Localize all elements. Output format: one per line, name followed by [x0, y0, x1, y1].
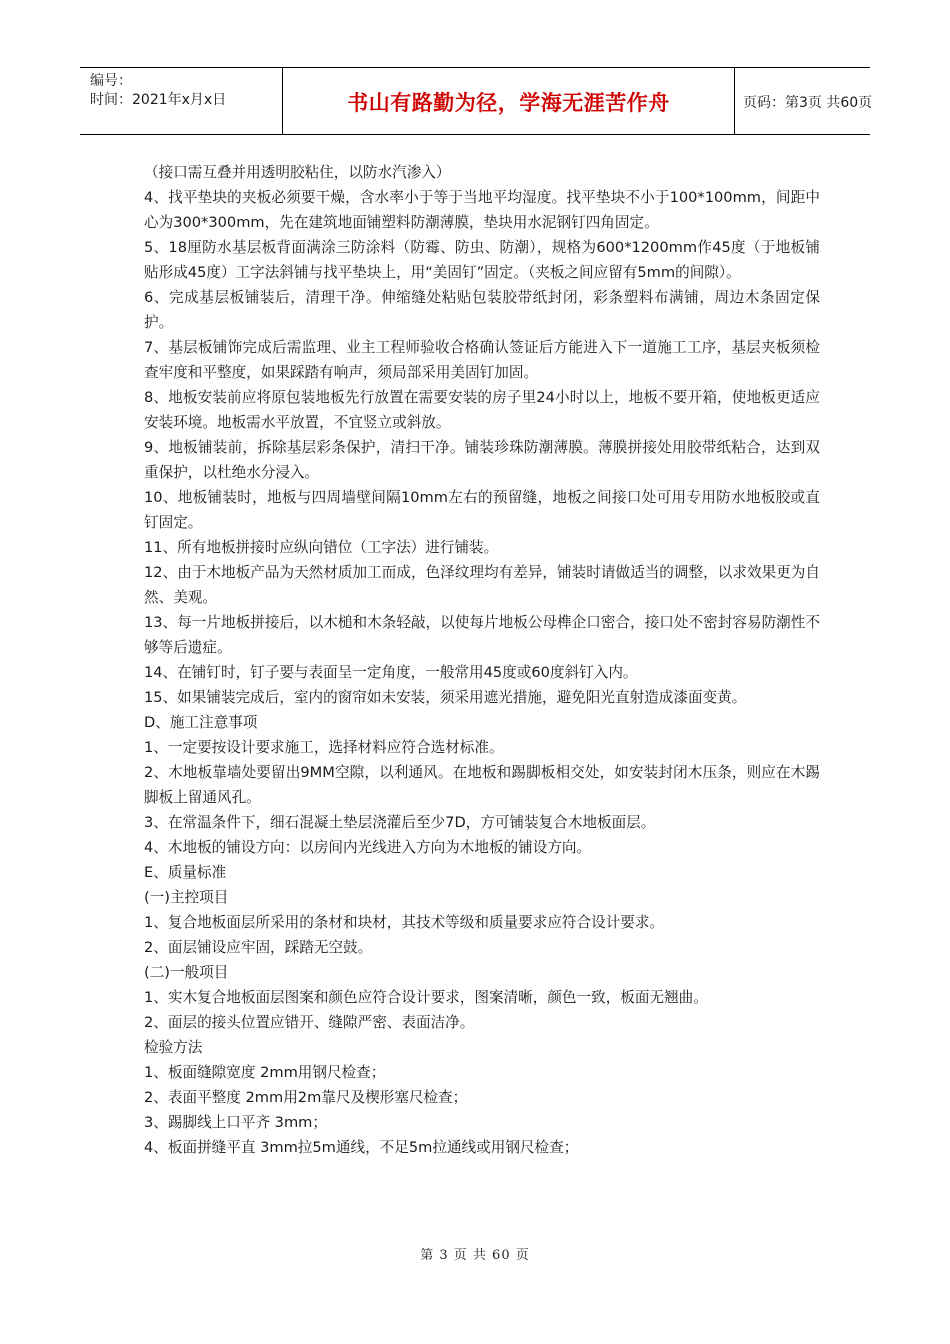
paragraph: 2、木地板靠墙处要留出9MM空隙，以利通风。在地板和踢脚板相交处，如安装封闭木压条，则应在木踢脚板上留通风孔。	[144, 764, 820, 806]
date-label: 时间：2021年x月x日	[90, 92, 227, 108]
paragraph: 11、所有地板拼接时应纵向错位（工字法）进行铺装。	[144, 539, 499, 556]
subsection-heading: 检验方法	[144, 1039, 203, 1056]
section-heading: E、质量标准	[144, 864, 227, 881]
paragraph: 8、地板安装前应将原包装地板先行放置在需要安装的房子里24小时以上，地板不要开箱，使地板更适应安装环境。地板需水平放置，不宜竖立或斜放。	[144, 389, 820, 431]
paragraph: 4、板面拼缝平直 3mm拉5m通线，不足5m拉通线或用钢尺检查；	[144, 1139, 579, 1156]
paragraph: 1、复合地板面层所采用的条材和块材，其技术等级和质量要求应符合设计要求。	[144, 914, 665, 931]
header-meta	[80, 68, 283, 135]
subsection-heading: (一)主控项目	[144, 889, 229, 906]
paragraph: 1、一定要按设计要求施工，选择材料应符合选材标准。	[144, 739, 504, 756]
paragraph: 15、如果铺装完成后，室内的窗帘如未安装，须采用遮光措施，避免阳光直射造成漆面变黄。	[144, 689, 747, 706]
subsection-heading: (二)一般项目	[144, 964, 229, 981]
page-header	[80, 67, 873, 135]
paragraph: 4、找平垫块的夹板必须要干燥，含水率小于等于当地平均湿度。找平垫块不小于100*100mm，间距中心为300*300mm，先在建筑地面铺塑料防潮薄膜，垫块用水泥钢钉四角固定。	[144, 189, 820, 231]
paragraph: 12、由于木地板产品为天然材质加工而成，色泽纹理均有差异，铺装时请做适当的调整，以求效果更为自然、美观。	[144, 564, 820, 606]
paragraph: （接口需互叠并用透明胶粘住，以防水汽渗入）	[144, 164, 451, 181]
document-body	[144, 160, 820, 1160]
paragraph: 14、在铺钉时，钉子要与表面呈一定角度，一般常用45度或60度斜钉入内。	[144, 664, 638, 681]
paragraph: 2、表面平整度 2mm用2m靠尺及楔形塞尺检查；	[144, 1089, 468, 1106]
paragraph: 6、完成基层板铺装后，清理干净。伸缩缝处粘贴包装胶带纸封闭，彩条塑料布满铺，周边木条固定保护。	[144, 289, 820, 331]
paragraph: 1、实木复合地板面层图案和颜色应符合设计要求，图案清晰，颜色一致，板面无翘曲。	[144, 989, 708, 1006]
paragraph: 2、面层的接头位置应错开、缝隙严密、表面洁净。	[144, 1014, 475, 1031]
header-motto: 书山有路勤为径，学海无涯苦作舟	[283, 68, 735, 135]
section-heading: D、施工注意事项	[144, 714, 258, 731]
code-label: 编号：	[90, 73, 132, 89]
page-footer: 第 3 页 共 60 页	[420, 1248, 530, 1263]
paragraph: 1、板面缝隙宽度 2mm用钢尺检查；	[144, 1064, 386, 1081]
paragraph: 10、地板铺装时，地板与四周墙壁间隔10mm左右的预留缝，地板之间接口处可用专用防水地板胶或直钉固定。	[144, 489, 820, 531]
paragraph: 3、踢脚线上口平齐 3mm；	[144, 1114, 327, 1131]
paragraph: 9、地板铺装前，拆除基层彩条保护，清扫干净。铺装珍珠防潮薄膜。薄膜拼接处用胶带纸粘合，达到双重保护，以杜绝水分浸入。	[144, 439, 820, 481]
paragraph: 3、在常温条件下，细石混凝土垫层浇灌后至少7D，方可铺装复合木地板面层。	[144, 814, 656, 831]
paragraph: 5、18厘防水基层板背面满涂三防涂料（防霉、防虫、防潮），规格为600*1200mm作45度（于地板铺贴形成45度）工字法斜铺与找平垫块上，用“美固钉”固定。（夹板之间应留有5mm的间隙）。	[144, 239, 820, 281]
paragraph: 2、面层铺设应牢固，踩踏无空鼓。	[144, 939, 373, 956]
paragraph: 7、基层板铺饰完成后需监理、业主工程师验收合格确认签证后方能进入下一道施工工序，基层夹板须检查牢度和平整度，如果踩踏有响声，须局部采用美固钉加固。	[144, 339, 820, 381]
paragraph: 4、木地板的铺设方向：以房间内光线进入方向为木地板的铺设方向。	[144, 839, 592, 856]
paragraph: 13、每一片地板拼接后，以木槌和木条轻敲，以使每片地板公母榫企口密合，接口处不密封容易防潮性不够等后遗症。	[144, 614, 820, 656]
header-page-info: 页码：第3页 共60页	[743, 94, 873, 111]
